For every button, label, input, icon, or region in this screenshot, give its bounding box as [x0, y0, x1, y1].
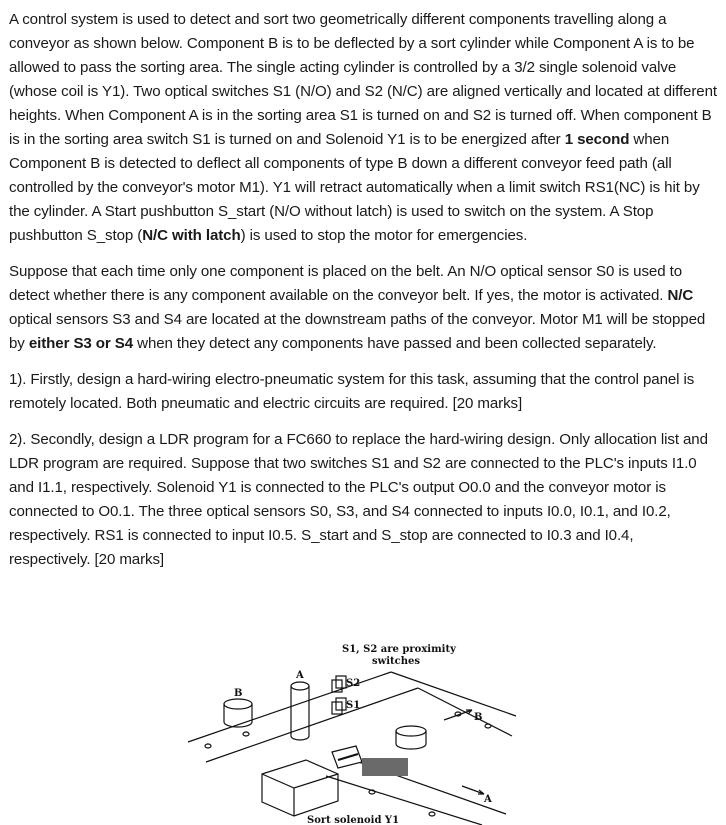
sort-cylinder-box — [262, 760, 338, 816]
paragraph-system-description: A control system is used to detect and sort two geometrically different components travelling along a conveyor as shown below. Component B is to be deflected by a sort cylinder while Component A is to be allowed to pass the sorting area. The single acting cylinder is controlled by a 3/2 single solenoid valve (whose coil is Y1). Two optical switches S1 (N/O) and S2 (N/C) are aligned vertically and located at different heights. When Component A is in the sorting area S1 is turned on and S2 is turned off. When component B is in the sorting area switch S1 is turned on and Solenoid Y1 is to be energized after 1 second when Component B is detected to deflect all components of type B down a different conveyor feed path (all controlled by the conveyor's motor M1). Y1 will retract automatically when a limit switch RS1(NC) is hit by the cylinder. A Start pushbutton S_start (N/O without latch) is used to switch on the system. A Stop pushbutton S_stop (N/C with latch) is used to stop the motor for emergencies. — [9, 11, 717, 244]
label-component-a: A — [296, 670, 304, 681]
conveyor-diagram-svg — [186, 636, 526, 825]
component-a-top — [291, 682, 309, 690]
label-component-b-left: B — [234, 688, 243, 699]
question-part-2: 2). Secondly, design a LDR program for a FC660 to replace the hard-wiring design. Only allocation list and LDR program are required. Suppose that two switches S1 and S2 are connected to the PLC's inputs I1.0 and I1.1, respectively. Solenoid Y1 is connected to the PLC's output O0.0 and the conveyor motor is connected to O0.1. The three optical sensors S0, S3, and S4 connected to inputs I0.0, I0.1, and I0.2, respectively. RS1 is connected to input I0.5. S_start and S_stop are connected to I0.3 and I0.4, respectively. [20 marks] — [9, 431, 708, 568]
label-s2: S2 — [346, 678, 361, 689]
conveyor-sorted-upper — [336, 754, 506, 814]
caption-top-line1: S1, S2 are proximity — [342, 644, 456, 655]
label-component-a-arrow: A — [484, 794, 492, 805]
label-s1: S1 — [346, 700, 361, 711]
question-document — [9, 8, 717, 584]
caption-top-line2: switches — [372, 656, 421, 667]
conveyor-diagram — [186, 636, 526, 825]
label-component-b-right: B — [474, 712, 483, 723]
conveyor-right-upper — [391, 672, 516, 716]
component-b-right-top — [396, 726, 426, 736]
paragraph-sensor-description: Suppose that each time only one component is placed on the belt. An N/O optical sensor S0 is used to detect whether there is any component available on the conveyor belt. If yes, the motor is activated. N/C optical sensors S3 and S4 are located at the downstream paths of the conveyor. Motor M1 will be stopped by either S3 or S4 when they detect any components have passed and been collected separately. — [9, 263, 706, 352]
caption-sort-solenoid: Sort solenoid Y1 — [307, 815, 400, 825]
component-b-right-body — [396, 731, 426, 749]
component-b-left-top — [224, 699, 252, 709]
sensor-s1 — [332, 702, 342, 714]
question-part-1: 1). Firstly, design a hard-wiring electro-pneumatic system for this task, assuming that the control panel is remotely located. Both pneumatic and electric circuits are required. [20 marks] — [9, 371, 695, 412]
redacted-region — [362, 758, 408, 776]
conveyor-edge-upper — [188, 672, 391, 742]
